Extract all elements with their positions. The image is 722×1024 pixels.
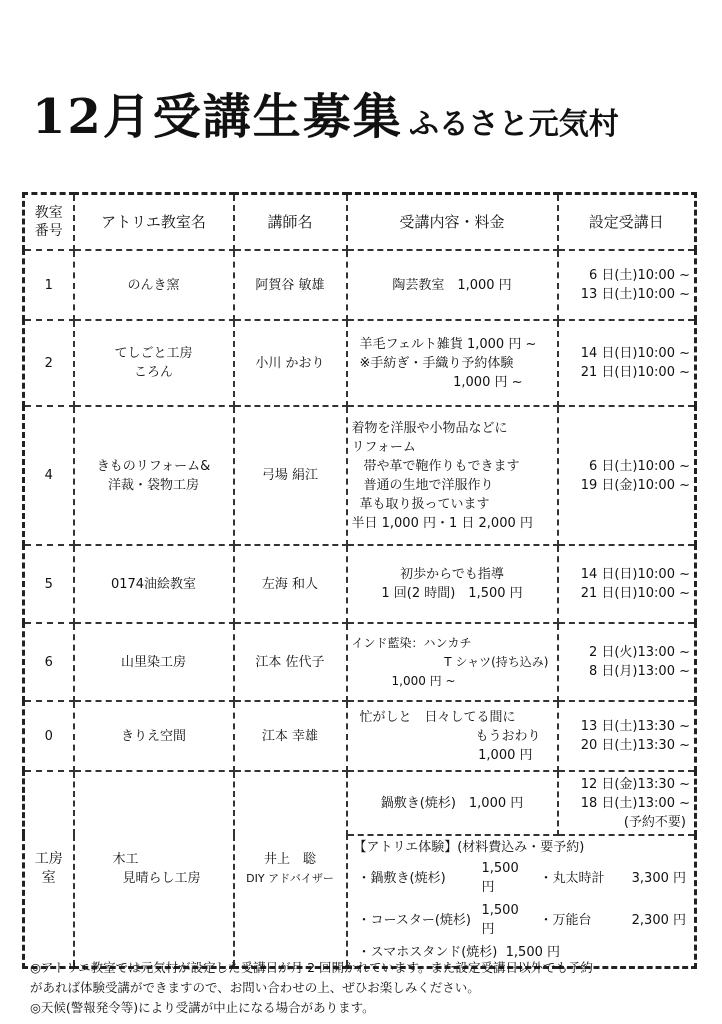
row-number: 工房室: [24, 771, 74, 968]
title-main: 12月受講生募集: [32, 89, 403, 145]
row-number: 5: [24, 545, 74, 623]
row-teacher: 小川 かおり: [234, 320, 347, 406]
row-number: 2: [24, 320, 74, 406]
row-content: 初歩からでも指導 1 回(2 時間) 1,500 円: [347, 545, 558, 623]
row-content: 陶芸教室 1,000 円: [347, 250, 558, 320]
row-dates: 6 日(土)10:00 ~ 13 日(土)10:00 ~: [558, 250, 696, 320]
row-atelier: きりえ空間: [74, 701, 234, 771]
row-number: 6: [24, 623, 74, 701]
class-schedule-table: [22, 192, 697, 969]
table-row-workshop: [24, 771, 696, 835]
experience-title: 【アトリエ体験】(材料費込み・要予約): [353, 840, 585, 855]
table-header-row: [24, 194, 696, 251]
row-atelier: てしごと工房 ころん: [74, 320, 234, 406]
row-teacher: 江本 佐代子: [234, 623, 347, 701]
experience-list: [354, 857, 691, 964]
row-dates: 13 日(土)13:30 ~ 20 日(土)13:30 ~: [558, 701, 696, 771]
row-teacher: 井上 聡 DIY アドバイザー: [234, 771, 347, 968]
header-classroom-number: 教室 番号: [24, 194, 74, 251]
row-atelier: 木工 見晴らし工房: [74, 771, 234, 968]
row-content: インド藍染：ハンカチ T シャツ(持ち込み) 1,000 円 ~: [347, 623, 558, 701]
row-number: 4: [24, 406, 74, 545]
table-row: [24, 406, 696, 545]
row-content: 鍋敷き(焼杉) 1,000 円: [347, 771, 558, 835]
row-number: 0: [24, 701, 74, 771]
note-line: があれば体験受講ができますので、お問い合わせの上、ぜひお楽しみください。: [30, 980, 480, 995]
row-content: 羊毛フェルト雑貨 1,000 円 ~ ※手紡ぎ・手織り予約体験 1,000 円 ~: [347, 320, 558, 406]
page-title: [32, 78, 619, 168]
row-atelier: 0174油絵教室: [74, 545, 234, 623]
row-dates: 14 日(日)10:00 ~ 21 日(日)10:00 ~: [558, 320, 696, 406]
row-teacher: 阿賀谷 敏雄: [234, 250, 347, 320]
list-item: ・スマホスタンド(焼杉) 1,500 円: [357, 945, 561, 960]
row-dates: 6 日(土)10:00 ~ 19 日(金)10:00 ~: [558, 406, 696, 545]
title-sub: ふるさと元気村: [408, 107, 619, 142]
row-content: 着物を洋服や小物品などに リフォーム 帯や革で鞄作りもできます 普通の生地で洋服作り 革も取り扱っています 半日 1,000 円・1 日 2,000 円: [347, 406, 558, 545]
header-atelier: アトリエ教室名: [74, 194, 234, 251]
table-row: [24, 320, 696, 406]
list-item: ・コースター(焼杉) 1,500 円 ・万能台 2,300 円: [357, 903, 686, 937]
note-line: ◎天候(警報発令等)により受講が中止になる場合があります。: [30, 1000, 375, 1015]
note-line: ◎アトリエ教室では元気村が設定した受講日が月 2 回開かれています。また設定受講日以外でも予約: [30, 960, 594, 975]
row-teacher: 弓場 絹江: [234, 406, 347, 545]
row-dates: 12 日(金)13:30 ~ 18 日(土)13:00 ~ (予約不要): [558, 771, 696, 835]
list-item: ・鍋敷き(焼杉) 1,500 円 ・丸太時計 3,300 円: [357, 861, 686, 895]
header-content: 受講内容・料金: [347, 194, 558, 251]
table-row: [24, 701, 696, 771]
header-teacher: 講師名: [234, 194, 347, 251]
row-teacher: 江本 幸雄: [234, 701, 347, 771]
table-row: [24, 250, 696, 320]
table-row: [24, 545, 696, 623]
row-atelier: きものリフォーム& 洋裁・袋物工房: [74, 406, 234, 545]
row-atelier: 山里染工房: [74, 623, 234, 701]
row-teacher: 左海 和人: [234, 545, 347, 623]
row-atelier: のんき窯: [74, 250, 234, 320]
row-dates: 14 日(日)10:00 ~ 21 日(日)10:00 ~: [558, 545, 696, 623]
row-number: 1: [24, 250, 74, 320]
table-row: [24, 623, 696, 701]
header-dates: 設定受講日: [558, 194, 696, 251]
row-dates: 2 日(火)13:00 ~ 8 日(月)13:00 ~: [558, 623, 696, 701]
experience-block: [347, 835, 696, 968]
row-content: 忙がしと 日々してる間に もうおわり 1,000 円: [347, 701, 558, 771]
notes: [30, 958, 702, 1018]
